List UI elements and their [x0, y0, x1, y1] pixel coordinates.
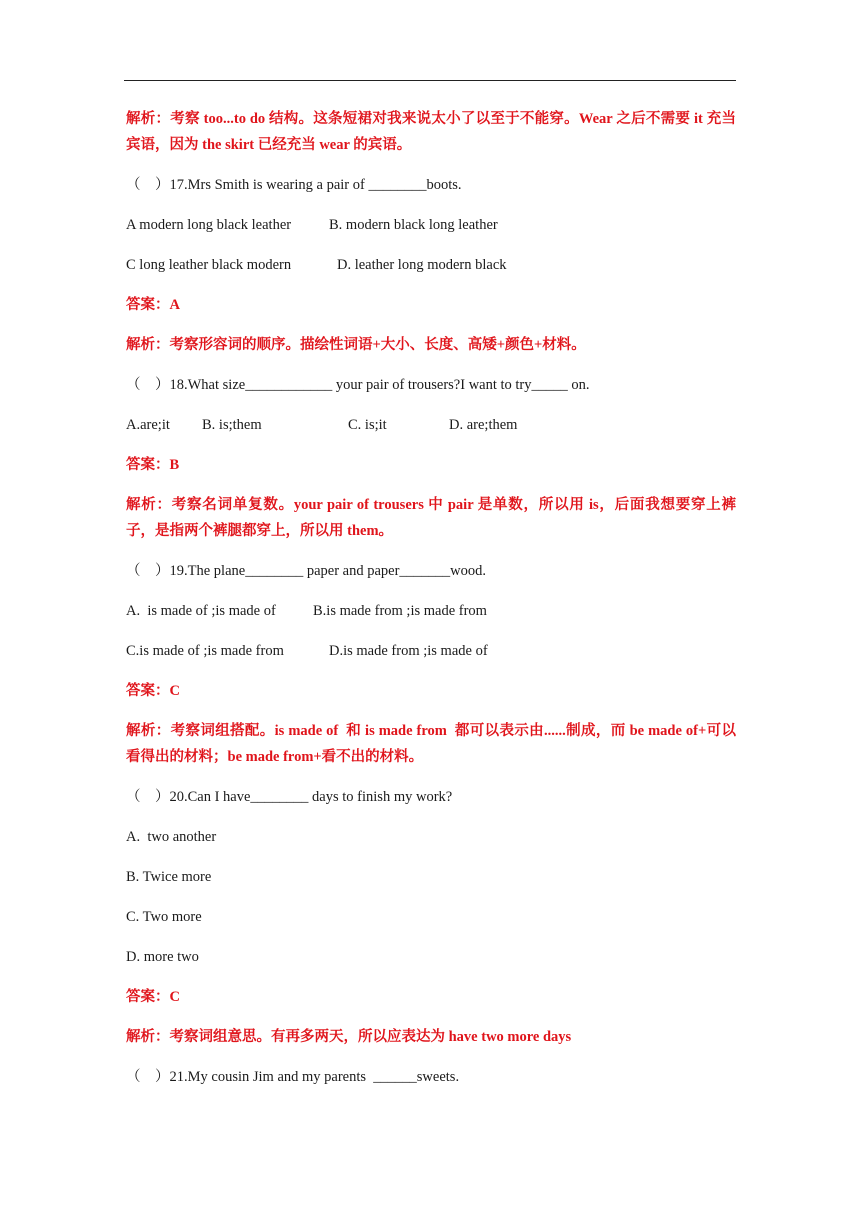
analysis-text: 解析：考察词组搭配。is made of 和 is made from 都可以表示由......制成，而 be made of+可以看得出的材料；be made from+看不出的材料。	[126, 723, 736, 765]
options-row	[126, 252, 736, 278]
option-b: B. Twice more	[126, 869, 212, 885]
analysis-text: 解析：考察 too...to do 结构。这条短裙对我来说太小了以至于不能穿。Wear 之后不需要 it 充当宾语，因为 the skirt 已经充当 wear 的宾语。	[126, 111, 736, 153]
option-d: D. more two	[126, 949, 199, 965]
question-19: （ ）19.The plane________ paper and paper_______wood.	[126, 563, 487, 579]
options-row	[126, 212, 736, 238]
option-a: A modern long black leather	[126, 217, 292, 233]
option-b: B. modern black long leather	[329, 217, 498, 233]
answer-text: 答案：C	[126, 683, 180, 699]
options-row	[126, 598, 736, 624]
question-21: （ ）21.My cousin Jim and my parents ______sweets.	[126, 1069, 460, 1085]
option-d: D. are;them	[449, 417, 518, 433]
header-rule	[124, 80, 736, 81]
analysis-text: 解析：考察名词单复数。your pair of trousers 中 pair 是单数，所以用 is，后面我想要穿上裤子，是指两个裤腿都穿上，所以用 them。	[126, 497, 736, 539]
option-b: B. is;them	[202, 417, 262, 433]
question-18: （ ）18.What size____________ your pair of trousers?I want to try_____ on.	[126, 377, 590, 393]
option-b: B.is made from ;is made from	[313, 603, 487, 619]
options-row	[126, 412, 736, 438]
option-a: A. is made of ;is made of	[126, 603, 276, 619]
answer-text: 答案：C	[126, 989, 180, 1005]
answer-text: 答案：A	[126, 297, 180, 313]
document-body	[126, 106, 736, 1104]
question-20: （ ）20.Can I have________ days to finish my work?	[126, 789, 453, 805]
option-c: C. Two more	[126, 909, 202, 925]
option-d: D.is made from ;is made of	[329, 643, 488, 659]
option-c: C long leather black modern	[126, 257, 292, 273]
option-d: D. leather long modern black	[337, 257, 507, 273]
question-17: （ ）17.Mrs Smith is wearing a pair of ________boots.	[126, 177, 462, 193]
options-row	[126, 638, 736, 664]
option-c: C. is;it	[348, 417, 387, 433]
option-c: C.is made of ;is made from	[126, 643, 284, 659]
option-a: A. two another	[126, 829, 217, 845]
answer-text: 答案：B	[126, 457, 180, 473]
analysis-text: 解析：考察形容词的顺序。描绘性词语+大小、长度、高矮+颜色+材料。	[126, 337, 586, 353]
option-a: A.are;it	[126, 417, 170, 433]
analysis-text: 解析：考察词组意思。有再多两天，所以应表达为 have two more days	[126, 1029, 572, 1045]
